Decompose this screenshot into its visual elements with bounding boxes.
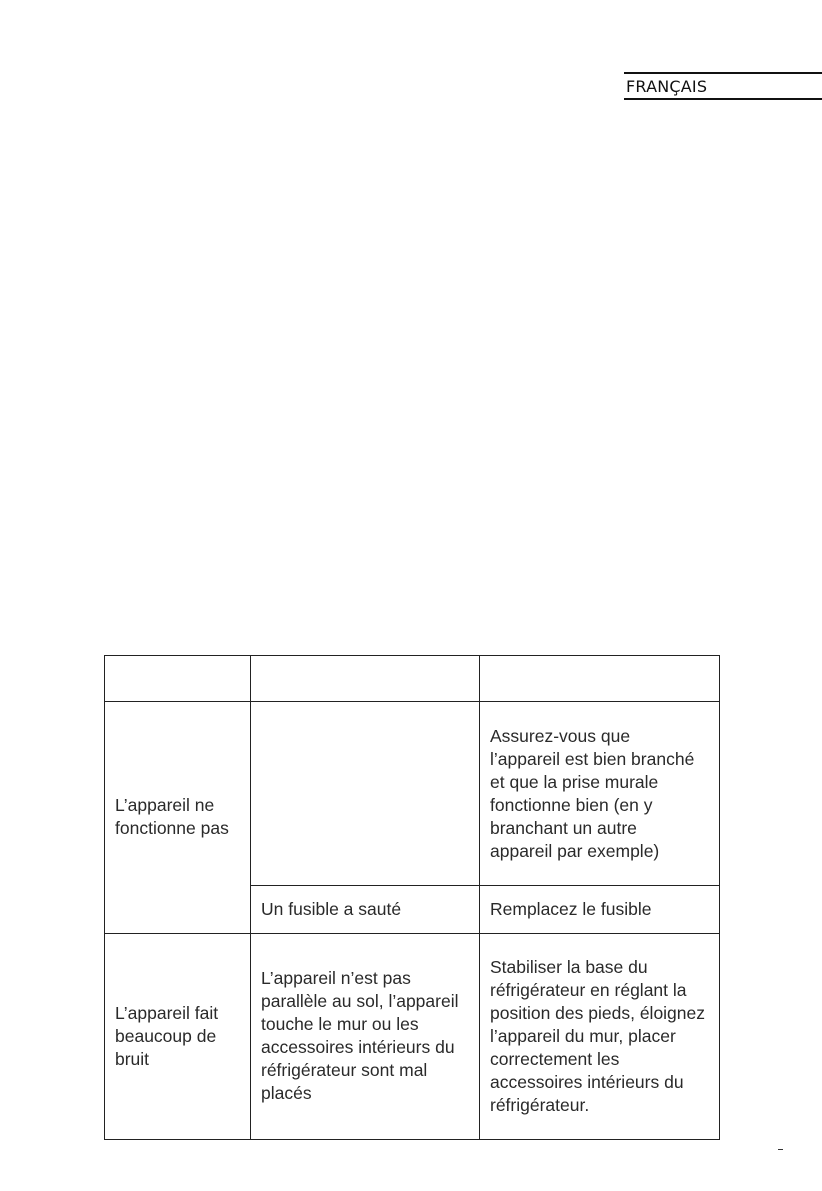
cause-cell: Un fusible a sauté (251, 886, 480, 933)
solution-text: Assurez-vous que l’appareil est bien branché et que la prise murale fonctionne bien (en y branchant un autre appareil par exemple) (490, 725, 695, 861)
page-number-mark (778, 1149, 783, 1150)
cause-cell (251, 933, 480, 1139)
solution-text: Stabiliser la base du réfrigérateur en réglant la position des pieds, éloignez l’appareil du mur, placer correctement les accessoires intérieurs du réfrigérateur. (490, 956, 706, 1115)
table-row (105, 933, 720, 1139)
solution-cell: Remplacez le fusible (480, 886, 720, 933)
language-header (624, 72, 822, 100)
problem-text: L’appareil fait beaucoup de bruit (115, 1002, 219, 1069)
problem-text: L’appareil ne fonctionne pas (115, 795, 229, 839)
solution-cell (480, 702, 720, 886)
table-row (105, 702, 720, 886)
language-label: FRANÇAIS (626, 77, 708, 96)
cause-text: L’appareil n’est pas parallèle au sol, l’appareil touche le mur ou les accessoires intérieurs du réfrigérateur sont mal placés (261, 968, 459, 1104)
troubleshooting-table (104, 655, 720, 1140)
header-cell-cause (251, 656, 480, 702)
header-cell-solution (480, 656, 720, 702)
solution-cell (480, 933, 720, 1139)
header-cell-problem (105, 656, 251, 702)
problem-cell (105, 933, 251, 1139)
table-header-row (105, 656, 720, 702)
cause-cell (251, 702, 480, 886)
problem-cell (105, 702, 251, 933)
